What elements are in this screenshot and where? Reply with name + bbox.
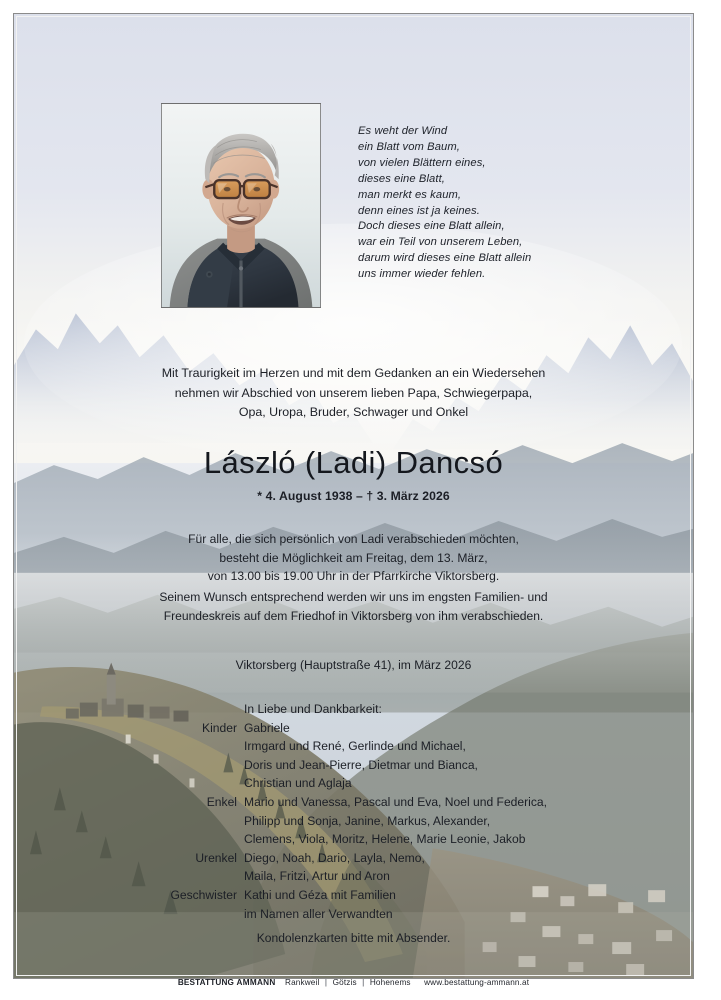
family-label: Urenkel xyxy=(195,850,237,865)
poem-line: man merkt es kaum, xyxy=(358,188,462,201)
brand-name-light: BESTATTUNG xyxy=(177,978,235,987)
burial-info xyxy=(14,588,693,625)
family-value: Christian und Aglaja xyxy=(244,776,352,791)
family-row xyxy=(14,719,721,738)
family-value: Clemens, Viola, Moritz, Helene, Marie Leonie, Jakob xyxy=(244,832,526,847)
family-row xyxy=(14,793,721,812)
deceased-name: László (Ladi) Dancsó xyxy=(203,445,504,480)
deceased-dates: * 4. August 1938 – † 3. März 2026 xyxy=(257,489,450,503)
family-value: Gabriele xyxy=(244,720,290,735)
footer-place: Götzis xyxy=(332,978,357,987)
burial-line: Freundeskreis auf dem Friedhof in Viktorsberg von ihm verabschieden. xyxy=(163,608,544,623)
poem-line: Es weht der Wind xyxy=(358,125,448,137)
family-row xyxy=(14,905,721,924)
poem-line: Doch dieses eine Blatt allein, xyxy=(358,220,505,233)
card-content xyxy=(14,14,693,987)
intro-line: Mit Traurigkeit im Herzen und mit dem Gedanken an ein Wiedersehen xyxy=(161,366,546,380)
poem-line: uns immer wieder fehlen. xyxy=(358,268,486,281)
footer-place: Hohenems xyxy=(369,978,411,987)
family-label: Enkel xyxy=(206,794,237,809)
family-row xyxy=(14,774,721,793)
poem-line: denn eines ist ja keines. xyxy=(358,204,480,217)
family-label: Geschwister xyxy=(170,887,237,902)
portrait-photo xyxy=(161,103,321,308)
intro-line: nehmen wir Abschied von unserem lieben Papa, Schwiegerpapa, xyxy=(174,385,533,400)
footer-place: Rankweil xyxy=(285,978,320,987)
family-row xyxy=(14,756,721,775)
family-value: Philipp und Sonja, Janine, Markus, Alexander, xyxy=(244,813,491,828)
place-and-date: Viktorsberg (Hauptstraße 41), im März 2026 xyxy=(235,658,472,672)
family-value: Diego, Noah, Dario, Layla, Nemo, xyxy=(244,850,425,865)
family-row xyxy=(14,886,721,905)
family-value: In Liebe und Dankbarkeit: xyxy=(244,702,382,716)
condolence-note: Kondolenzkarten bitte mit Absender. xyxy=(256,931,451,945)
farewell-line: von 13.00 bis 19.00 Uhr in der Pfarrkirche Viktorsberg. xyxy=(207,569,500,584)
family-value: Doris und Jean-Pierre, Dietmar und Bianca, xyxy=(244,757,478,772)
family-row xyxy=(14,849,721,868)
intro-line: Opa, Uropa, Bruder, Schwager und Onkel xyxy=(238,405,469,420)
poem-line: dieses eine Blatt, xyxy=(358,172,446,185)
family-row xyxy=(14,737,721,756)
family-value: Mario und Vanessa, Pascal und Eva, Noel und Federica, xyxy=(244,794,547,809)
family-label: Kinder xyxy=(202,720,237,735)
family-row xyxy=(14,700,721,719)
card-frame xyxy=(13,13,694,987)
poem-line: darum wird dieses eine Blatt allein xyxy=(358,252,532,265)
family-value: Irmgard und René, Gerlinde und Michael, xyxy=(244,739,466,754)
family-value: Kathi und Géza mit Familien xyxy=(244,887,396,902)
farewell-info xyxy=(14,530,693,586)
footer-website[interactable]: www.bestattung-ammann.at xyxy=(424,978,530,987)
poem-line: war ein Teil von unserem Leben, xyxy=(358,236,523,249)
intro-text xyxy=(14,364,693,423)
burial-line: Seinem Wunsch entsprechend werden wir uns im engsten Familien- und xyxy=(159,590,548,604)
poem xyxy=(358,124,638,283)
family-list xyxy=(14,700,721,923)
footer-separator: | xyxy=(324,978,328,987)
poem-line: von vielen Blättern eines, xyxy=(358,156,486,169)
poem-line: ein Blatt vom Baum, xyxy=(358,140,461,153)
family-row xyxy=(14,867,721,886)
funeral-home-footer xyxy=(14,978,693,987)
footer-separator: | xyxy=(362,978,365,987)
farewell-line: besteht die Möglichkeit am Freitag, dem 13. März, xyxy=(219,550,488,565)
family-row xyxy=(14,830,721,849)
family-value: Maila, Fritzi, Artur und Aron xyxy=(244,869,390,884)
farewell-line: Für alle, die sich persönlich von Ladi verabschieden möchten, xyxy=(188,532,519,546)
family-value: im Namen aller Verwandten xyxy=(244,906,393,921)
brand-name-bold: AMMANN xyxy=(236,978,276,987)
family-row xyxy=(14,812,721,831)
